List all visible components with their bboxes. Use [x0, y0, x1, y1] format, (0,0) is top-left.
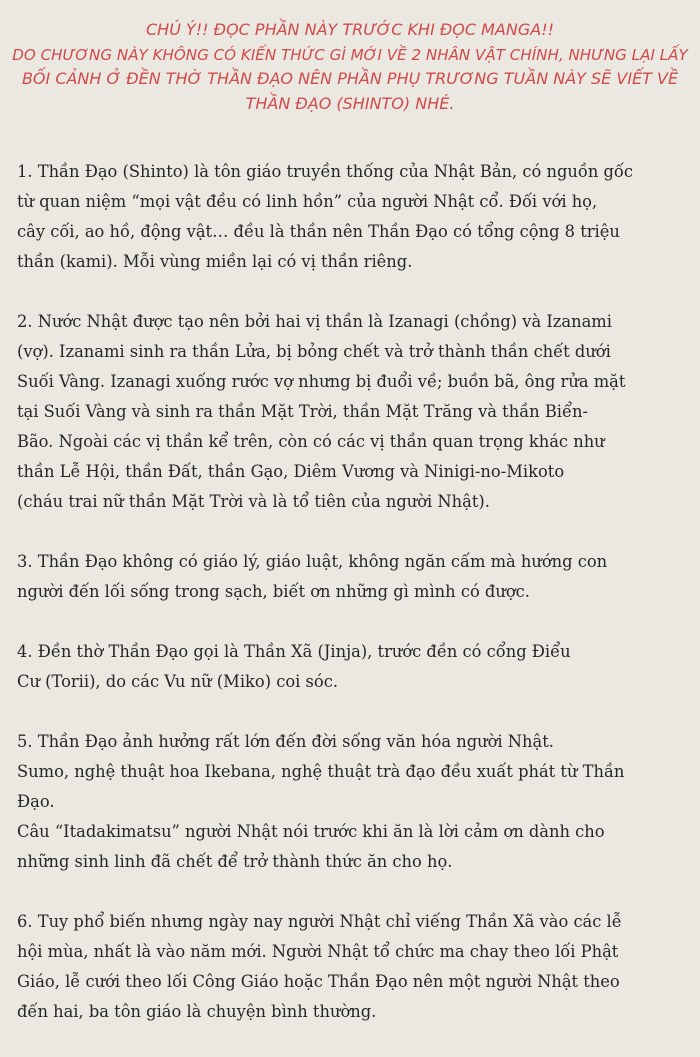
- text-line: Cư (Torii), do các Vu nữ (Miko) coi sóc.: [17, 672, 338, 691]
- text-line: (cháu trai nữ thần Mặt Trời và là tổ tiên của người Nhật).: [17, 492, 490, 511]
- notice-line: BỐI CẢNH Ở ĐỀN THỜ THẦN ĐẠO NÊN PHẦN PHỤ TRƯƠNG TUẦN NÀY SẼ VIẾT VỀ: [21, 69, 679, 88]
- text-line: thần (kami). Mỗi vùng miền lại có vị thần riêng.: [17, 252, 413, 271]
- text-line: Câu “Itadakimatsu” người Nhật nói trước khi ăn là lời cảm ơn dành cho: [17, 822, 605, 841]
- text-line: Đạo.: [17, 792, 55, 811]
- notice-line: DO CHƯƠNG NÀY KHÔNG CÓ KIẾN THỨC GÌ MỚI VỀ 2 NHÂN VẬT CHÍNH, NHƯNG LẠI LẤY: [12, 45, 688, 64]
- text-line: tại Suối Vàng và sinh ra thần Mặt Trời, thần Mặt Trăng và thần Biển-: [17, 402, 589, 421]
- text-line: hội mùa, nhất là vào năm mới. Người Nhật tổ chức ma chay theo lối Phật: [17, 942, 619, 961]
- text-line: người đến lối sống trong sạch, biết ơn những gì mình có được.: [17, 582, 530, 601]
- paragraph-4: [17, 637, 693, 697]
- paragraph-1: [17, 157, 693, 277]
- text-line: cây cối, ao hồ, động vật… đều là thần nên Thần Đạo có tổng cộng 8 triệu: [17, 222, 620, 241]
- paragraph-5: [17, 727, 693, 877]
- text-line: (vợ). Izanami sinh ra thần Lửa, bị bỏng chết và trở thành thần chết dưới: [17, 342, 611, 361]
- paragraph-3: [17, 547, 693, 607]
- paragraph-6: [17, 907, 693, 1027]
- text-line: thần Lễ Hội, thần Đất, thần Gạo, Diêm Vương và Ninigi-no-Mikoto: [17, 462, 565, 481]
- text-line: đến hai, ba tôn giáo là chuyện bình thường.: [17, 1002, 377, 1021]
- text-line: 6. Tuy phổ biến nhưng ngày nay người Nhật chỉ viếng Thần Xã vào các lễ: [17, 912, 622, 931]
- notice-line: THẦN ĐẠO (SHINTO) NHÉ.: [245, 93, 455, 113]
- text-line: 1. Thần Đạo (Shinto) là tôn giáo truyền thống của Nhật Bản, có nguồn gốc: [17, 162, 634, 181]
- text-line: 2. Nước Nhật được tạo nên bởi hai vị thần là Izanagi (chồng) và Izanami: [17, 312, 612, 331]
- text-line: Suối Vàng. Izanagi xuống rước vợ nhưng bị đuổi về; buồn bã, ông rửa mặt: [17, 372, 626, 391]
- warning-notice: [10, 18, 690, 116]
- text-line: 4. Đền thờ Thần Đạo gọi là Thần Xã (Jinja), trước đền có cổng Điểu: [17, 642, 571, 661]
- text-line: Sumo, nghệ thuật hoa Ikebana, nghệ thuật trà đạo đều xuất phát từ Thần: [17, 762, 625, 781]
- text-line: Bão. Ngoài các vị thần kể trên, còn có các vị thần quan trọng khác như: [17, 432, 605, 451]
- text-line: Giáo, lễ cưới theo lối Công Giáo hoặc Thần Đạo nên một người Nhật theo: [17, 972, 620, 991]
- text-line: 3. Thần Đạo không có giáo lý, giáo luật, không ngăn cấm mà hướng con: [17, 552, 608, 571]
- article-body: [17, 157, 693, 1057]
- paragraph-2: [17, 307, 693, 517]
- text-line: những sinh linh đã chết để trở thành thức ăn cho họ.: [17, 852, 453, 871]
- text-line: từ quan niệm “mọi vật đều có linh hồn” của người Nhật cổ. Đối với họ,: [17, 192, 598, 211]
- notice-line: CHÚ Ý!! ĐỌC PHẦN NÀY TRƯỚC KHI ĐỌC MANGA!!: [145, 20, 555, 39]
- text-line: 5. Thần Đạo ảnh hưởng rất lớn đến đời sống văn hóa người Nhật.: [17, 732, 554, 751]
